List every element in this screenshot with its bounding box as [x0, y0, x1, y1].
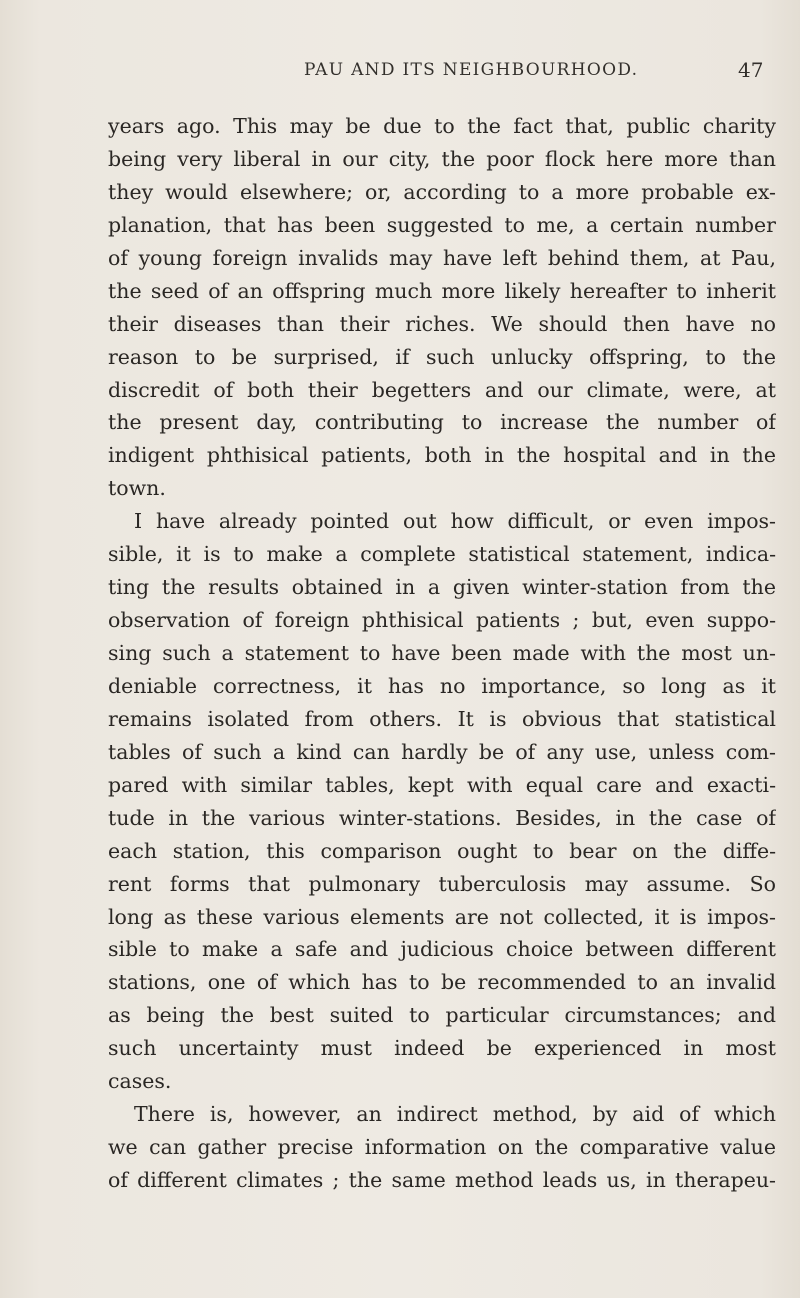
- text-line: remains isolated from others. It is obvious that statistical: [108, 706, 776, 731]
- text-line: pared with similar tables, kept with equal care and exacti-: [108, 772, 776, 797]
- text-line: being very liberal in our city, the poor flock here more than: [108, 146, 776, 171]
- text-line: sible to make a safe and judicious choice between different: [108, 937, 776, 962]
- text-line: stations, one of which has to be recommended to an invalid: [108, 970, 776, 995]
- text-line: There is, however, an indirect method, by aid of which: [134, 1102, 776, 1127]
- text-line: reason to be surprised, if such unlucky offspring, to the: [108, 344, 776, 369]
- text-line: we can gather precise information on the comparative value: [108, 1135, 776, 1160]
- body-text: [108, 110, 776, 1197]
- text-line: I have already pointed out how difficult, or even impos-: [134, 509, 776, 534]
- text-line: long as these various elements are not collected, it is impos-: [108, 904, 776, 929]
- text-line: their diseases than their riches. We should then have no: [108, 311, 776, 336]
- text-line: the present day, contributing to increase the number of: [108, 410, 776, 435]
- text-line: observation of foreign phthisical patients ; but, even suppo-: [108, 608, 776, 633]
- text-line: they would elsewhere; or, according to a more probable ex-: [108, 179, 776, 204]
- text-line: as being the best suited to particular circumstances; and: [108, 1003, 776, 1028]
- running-head: PAU AND ITS NEIGHBOURHOOD.: [304, 60, 639, 80]
- text-line: rent forms that pulmonary tuberculosis may assume. So: [108, 871, 776, 896]
- text-line: tables of such a kind can hardly be of any use, unless com-: [108, 739, 776, 764]
- text-line: deniable correctness, it has no importance, so long as it: [108, 673, 776, 698]
- text-line: each station, this comparison ought to bear on the diffe-: [108, 838, 776, 863]
- page-number: 47: [738, 58, 764, 82]
- text-line: of different climates ; the same method leads us, in therapeu-: [108, 1168, 776, 1192]
- text-line: cases.: [108, 1069, 172, 1094]
- text-line: discredit of both their begetters and our climate, were, at: [108, 377, 776, 402]
- text-line: such uncertainty must indeed be experienced in most: [108, 1036, 776, 1061]
- text-line: of young foreign invalids may have left behind them, at Pau,: [108, 245, 776, 270]
- text-line: years ago. This may be due to the fact that, public charity: [108, 114, 776, 138]
- text-line: planation, that has been suggested to me, a certain number: [108, 212, 776, 237]
- page-header: [0, 58, 800, 88]
- text-line: sible, it is to make a complete statistical statement, indica-: [108, 542, 776, 567]
- text-line: ting the results obtained in a given winter-station from the: [108, 575, 776, 600]
- text-line: town.: [108, 476, 166, 501]
- text-line: the seed of an offspring much more likely hereafter to inherit: [108, 278, 776, 303]
- text-line: tude in the various winter-stations. Besides, in the case of: [108, 805, 776, 830]
- text-line: sing such a statement to have been made with the most un-: [108, 641, 776, 665]
- text-line: indigent phthisical patients, both in the hospital and in the: [108, 443, 776, 468]
